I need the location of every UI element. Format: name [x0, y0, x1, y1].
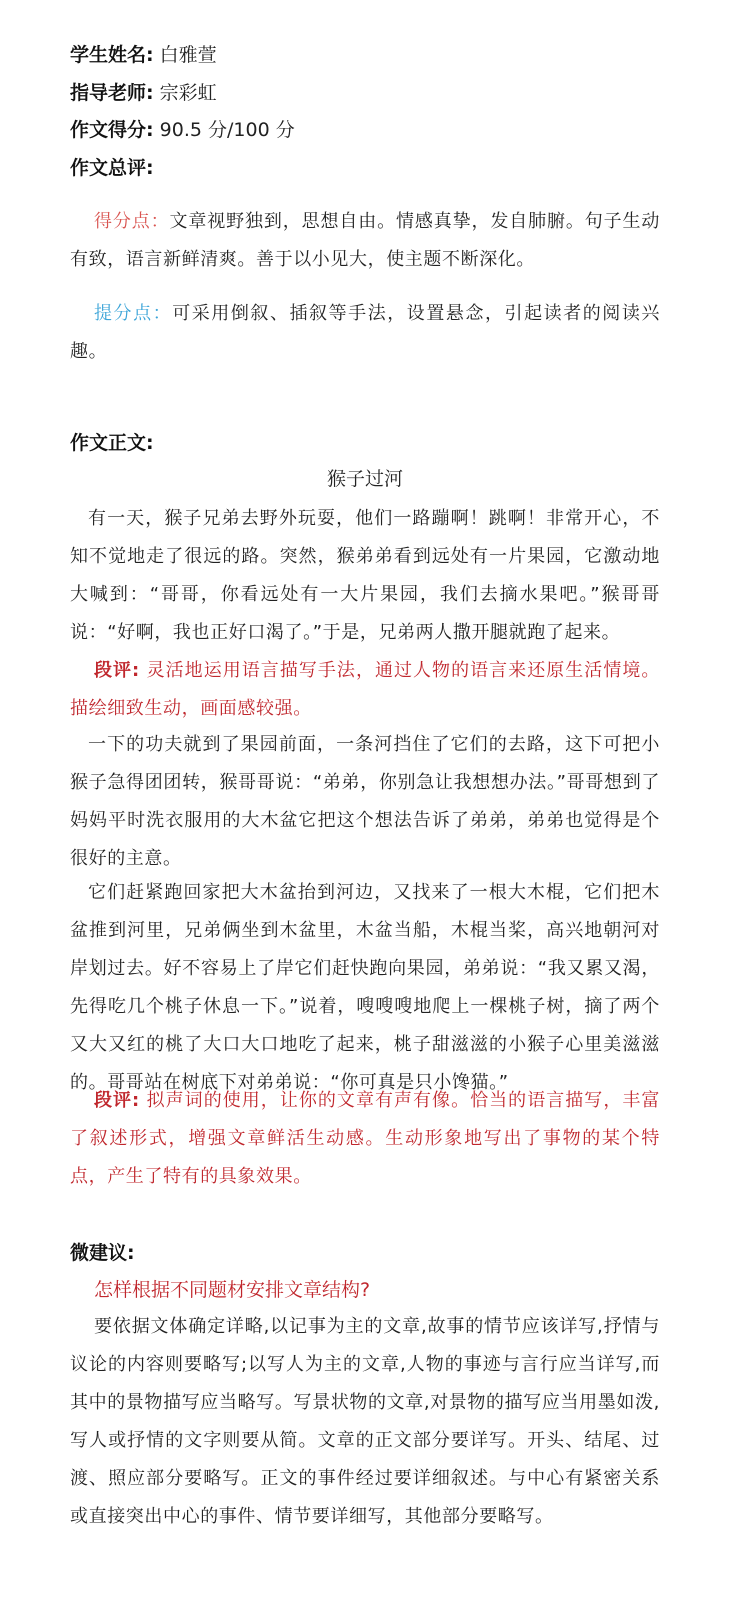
improve-paragraph [70, 295, 660, 371]
merit-paragraph [70, 203, 660, 279]
comment-1-label: 段评: [94, 660, 140, 681]
tips-question: 怎样根据不同题材安排文章结构? [94, 1279, 371, 1301]
teacher-value: 宗彩虹 [159, 82, 217, 104]
teacher-row [70, 80, 217, 106]
improve-label: 提分点： [94, 303, 173, 324]
student-name-value: 白雅萱 [159, 44, 217, 66]
student-name-label: 学生姓名: [70, 44, 154, 66]
comment-2-text: 拟声词的使用，让你的文章有声有像。恰当的语言描写，丰富了叙述形式，增强文章鲜活生动感。生动形象地写出了事物的某个特点，产生了特有的具象效果。 [70, 1090, 660, 1187]
merit-text: 文章视野独到，思想自由。情感真挚，发自肺腑。句子生动有致，语言新鲜清爽。善于以小见大，使主题不断深化。 [70, 211, 660, 270]
student-name-row [70, 42, 217, 68]
review-heading: 作文总评: [70, 157, 154, 179]
comment-2-label: 段评: [94, 1090, 140, 1111]
essay-paragraph-3: 它们赶紧跑回家把大木盆抬到河边，又找来了一根大木棍，它们把木盆推到河里，兄弟俩坐到木盆里，木盆当船，木棍当桨，高兴地朝河对岸划过去。好不容易上了岸它们赶快跑向果园，弟弟说：“我又累又渴，先得吃几个桃子休息一下。”说着，嗖嗖嗖地爬上一棵桃子树，摘了两个又大又红的桃了大口大口地吃了起来，桃子甜滋滋的小猴子心里美滋滋的。哥哥站在树底下对弟弟说：“你可真是只小馋猫。” [70, 882, 660, 1093]
comment-1-text: 灵活地运用语言描写手法，通过人物的语言来还原生活情境。描绘细致生动，画面感较强。 [70, 660, 660, 719]
tips-heading: 微建议: [70, 1242, 135, 1264]
merit-label: 得分点： [94, 211, 170, 232]
improve-text: 可采用倒叙、插叙等手法，设置悬念，引起读者的阅读兴趣。 [70, 303, 660, 362]
essay-paragraph-1: 有一天，猴子兄弟去野外玩耍，他们一路蹦啊！跳啊！非常开心，不知不觉地走了很远的路。突然，猴弟弟看到远处有一片果园，它激动地大喊到：“哥哥，你看远处有一大片果园，我们去摘水果吧。”猴哥哥说：“好啊，我也正好口渴了。”于是，兄弟两人撒开腿就跑了起来。 [70, 508, 660, 643]
paragraph-comment-1 [70, 652, 660, 728]
paragraph-comment-2 [70, 1082, 660, 1196]
essay-heading: 作文正文: [70, 432, 154, 454]
score-label: 作文得分: [70, 119, 154, 141]
score-row [70, 117, 295, 143]
essay-title: 猴子过河 [326, 468, 403, 490]
essay-paragraph-2: 一下的功夫就到了果园前面，一条河挡住了它们的去路，这下可把小猴子急得团团转，猴哥哥说：“弟弟，你别急让我想想办法。”哥哥想到了妈妈平时洗衣服用的大木盆它把这个想法告诉了弟弟，弟弟也觉得是个很好的主意。 [70, 734, 660, 869]
tips-answer: 要依据文体确定详略,以记事为主的文章,故事的情节应该详写,抒情与议论的内容则要略写;以写人为主的文章,人物的事迹与言行应当详写,而其中的景物描写应当略写。写景状物的文章,对景物的描写应当用墨如泼,写人或抒情的文字则要从简。文章的正文部分要详写。开头、结尾、过渡、照应部分要略写。正文的事件经过要详细叙述。与中心有紧密关系或直接突出中心的事件、情节要详细写，其他部分要略写。 [70, 1316, 660, 1527]
score-value: 90.5 分/100 分 [159, 119, 295, 141]
teacher-label: 指导老师: [70, 82, 154, 104]
